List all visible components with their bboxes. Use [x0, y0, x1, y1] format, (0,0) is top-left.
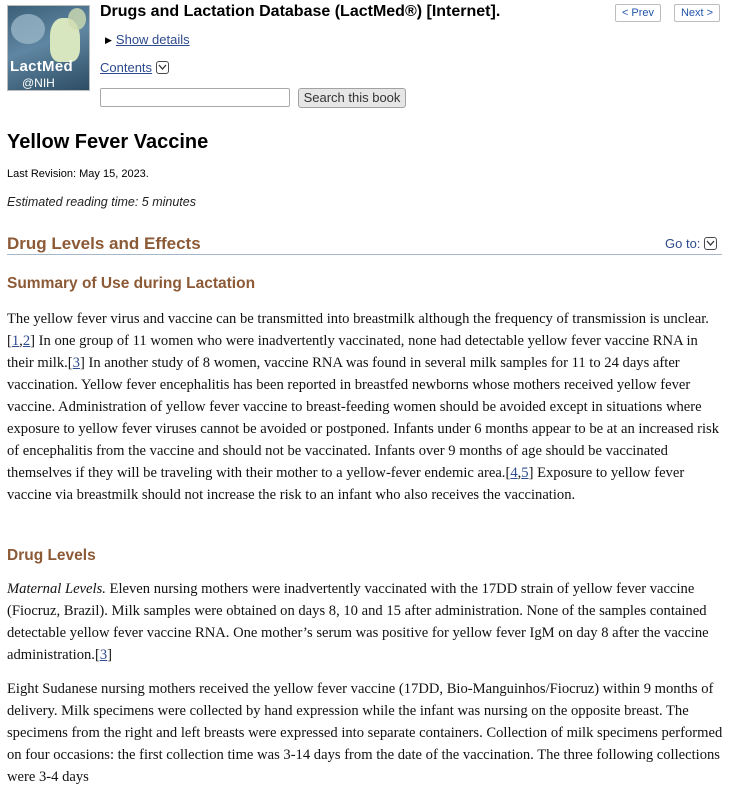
- text-span: ]: [107, 647, 112, 663]
- text-span: ] In another study of 8 women, vaccine RNA was found in several milk samples for 11 to 24 days after vaccination. Yellow fever encephalitis has been reported in breastfed newborns whose mothers received yellow fever vaccine. Administration of yellow fever vaccine to breast-feeding women should be avoided except in situations where exposure to yellow fever viruses cannot be avoided or postponed. Infants under 6 months appear to be at an increased risk of encephalitis from the vaccine and should not be vaccinated. Infants over 9 months of age should be vaccinated themselves if they will be traveling with their mother to a yellow-fever endemic area.[: [7, 355, 720, 481]
- last-revision: Last Revision: May 15, 2023.: [7, 168, 149, 180]
- book-title[interactable]: Drugs and Lactation Database (LactMed®) [Internet].: [100, 3, 501, 20]
- next-button[interactable]: Next >: [674, 4, 720, 22]
- chevron-down-icon[interactable]: [704, 237, 717, 250]
- summary-heading: Summary of Use during Lactation: [7, 275, 256, 292]
- expand-triangle-icon: ▶: [105, 35, 112, 45]
- reading-time: Estimated reading time: 5 minutes: [7, 195, 196, 209]
- lactmed-logo[interactable]: [7, 5, 90, 91]
- reference-link[interactable]: 2: [22, 333, 31, 349]
- maternal-levels-paragraph: [7, 578, 725, 666]
- logo-graphic: [11, 14, 45, 44]
- reference-link[interactable]: 3: [99, 647, 108, 663]
- reference-link[interactable]: 5: [521, 465, 529, 481]
- page-title: Yellow Fever Vaccine: [7, 131, 209, 153]
- text-span: ,: [19, 333, 23, 349]
- text-span: The yellow fever virus and vaccine can be transmitted into breastmilk although the frequency of transmission is unclear.[: [7, 311, 709, 349]
- text-span: ] In one group of 11 women who were inadvertently vaccinated, none had detectable yellow fever vaccine RNA in their milk.[: [7, 333, 698, 371]
- search-button[interactable]: Search this book: [298, 88, 406, 108]
- logo-subtext: @NIH: [22, 76, 55, 90]
- paragraph-text: Eight Sudanese nursing mothers received the yellow fever vaccine (17DD, Bio-Manguinhos/Fiocruz) within 9 months of delivery. Milk specimens were collected by hand expression while the infant was nursing on the opposite breast. The specimens from the right and left breasts were expressed into separate containers. Collection of milk specimens performed on four occasions: the first collection time was 3-14 days from the date of the vaccination. The three following collections were 3-4 days: [7, 681, 723, 785]
- goto-menu[interactable]: [665, 236, 717, 251]
- chevron-down-icon[interactable]: [156, 61, 169, 74]
- section-heading: Drug Levels and Effects: [7, 234, 201, 253]
- reference-link[interactable]: 4: [510, 465, 518, 481]
- prev-button[interactable]: < Prev: [615, 4, 661, 22]
- text-span: Eleven nursing mothers were inadvertently vaccinated with the 17DD strain of yellow fever vaccine (Fiocruz, Brazil). Milk samples were obtained on days 8, 10 and 15 after administration. None of the samples contained detectable yellow fever vaccine RNA. One mother’s serum was positive for yellow fever IgM on day 8 after the vaccine administration.[: [7, 581, 709, 663]
- text-span: ,: [517, 465, 522, 481]
- section-divider: [7, 254, 722, 255]
- sudanese-study-paragraph: [7, 678, 725, 788]
- show-details-toggle[interactable]: [105, 32, 190, 47]
- text-span: ] Exposure to yellow fever vaccine via breastmilk should not increase the risk to an infant who also receives the vaccination.: [7, 465, 685, 503]
- reference-link[interactable]: 1: [11, 333, 20, 349]
- show-details-link[interactable]: Show details: [115, 32, 190, 47]
- logo-head: [68, 8, 86, 30]
- reference-link[interactable]: 3: [72, 355, 80, 371]
- contents-link[interactable]: Contents: [100, 60, 153, 75]
- search-input[interactable]: [100, 88, 290, 107]
- goto-label[interactable]: Go to:: [665, 236, 701, 251]
- drug-levels-heading: Drug Levels: [7, 547, 96, 564]
- summary-paragraph: [7, 308, 725, 506]
- paragraph-lead: Maternal Levels.: [7, 581, 106, 597]
- logo-text: LactMed: [10, 58, 73, 75]
- contents-menu[interactable]: [100, 60, 169, 75]
